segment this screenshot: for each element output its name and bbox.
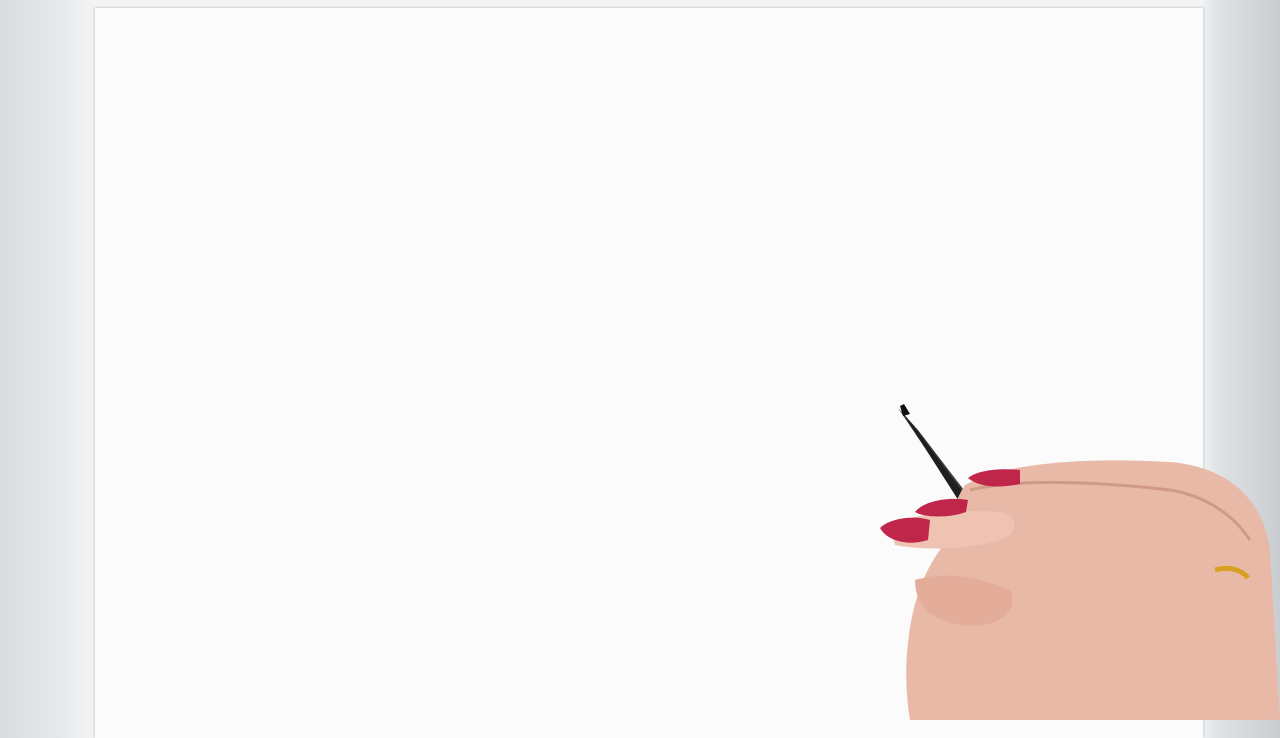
hand-icon — [880, 460, 1280, 720]
hand-with-pen — [870, 400, 1280, 720]
